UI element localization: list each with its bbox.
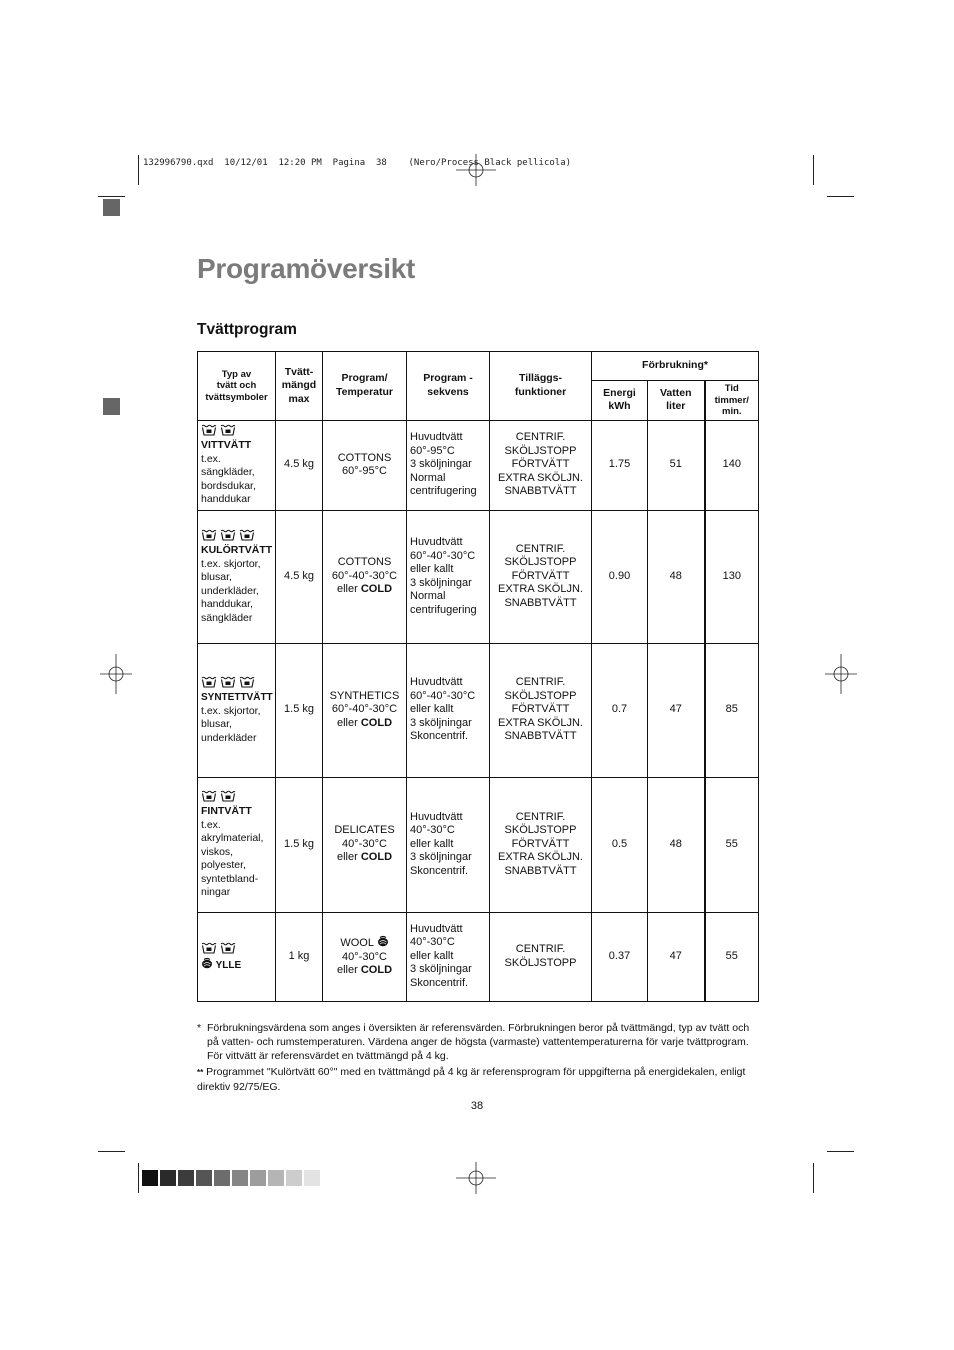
footnote-mark: *: [197, 1022, 202, 1034]
wash-tub-icon: [220, 529, 236, 541]
table-row: [198, 643, 759, 777]
crop-mark: [827, 196, 854, 197]
registration-mark-icon: [456, 1158, 496, 1198]
section-title: Tvättprogram: [197, 321, 297, 338]
sequence-cell: Huvudtvätt 40°-30°C eller kallt 3 sköljningar Skoncentrif.: [407, 777, 490, 912]
wash-tub-icon: [220, 676, 236, 688]
time-cell: 130: [705, 510, 759, 643]
wash-tub-icon: [201, 529, 217, 541]
header-sequence: Program - sekvens: [407, 352, 490, 421]
wash-symbols: [201, 528, 272, 542]
type-name: VITTVÄTT: [201, 439, 252, 452]
load-cell: 1 kg: [276, 912, 323, 1001]
extra-cell: CENTRIF. SKÖLJSTOPP FÖRTVÄTT EXTRA SKÖLJN. SNABBTVÄTT: [490, 510, 592, 643]
program-cold: COLD: [360, 851, 393, 864]
header-load: Tvätt- mängd max: [276, 352, 323, 421]
extra-cell: CENTRIF. SKÖLJSTOPP: [490, 912, 592, 1001]
header-type: Typ av tvätt och tvättsymboler: [198, 352, 276, 421]
header-consumption: Förbrukning*: [592, 352, 759, 381]
color-swatch: [286, 1170, 302, 1186]
color-swatch: [268, 1170, 284, 1186]
print-slug: 132996790.qxd 10/12/01 12:20 PM Pagina 38 (Nero/Process Black pellicola): [143, 158, 572, 168]
margin-tab-marker: [103, 199, 120, 216]
energy-cell: 0.37: [592, 912, 648, 1001]
program-cell: [323, 510, 407, 643]
color-swatch: [232, 1170, 248, 1186]
time-cell: 140: [705, 420, 759, 510]
type-name: KULÖRTVÄTT: [201, 544, 273, 556]
water-cell: 51: [648, 420, 705, 510]
wash-tub-icon: [201, 676, 217, 688]
type-cell: [198, 643, 276, 777]
table-row: [198, 420, 759, 510]
header-program: Program/ Temperatur: [323, 352, 407, 421]
time-cell: 85: [705, 643, 759, 777]
extra-cell: CENTRIF. SKÖLJSTOPP FÖRTVÄTT EXTRA SKÖLJN. SNABBTVÄTT: [490, 420, 592, 510]
program-text: SYNTHETICS 60°-40°-30°C eller: [329, 689, 400, 729]
type-description: t.ex. skjortor, blusar, underkläder: [201, 704, 261, 744]
type-name: YLLE: [215, 959, 242, 971]
type-name-line: [201, 957, 272, 973]
table-row: [198, 510, 759, 643]
header-water: Vatten liter: [648, 381, 705, 421]
footnote-text: Programmet "Kulörtvätt 60°" med en tvättmängd på 4 kg är referensprogram för uppgifterna på energidekalen, enligt direktiv 92/75/EG.: [197, 1066, 746, 1093]
color-swatch: [142, 1170, 158, 1186]
type-cell: [198, 420, 276, 510]
type-cell: [198, 510, 276, 643]
color-swatch: [178, 1170, 194, 1186]
footnote-mark: **: [197, 1068, 204, 1077]
load-cell: 1.5 kg: [276, 777, 323, 912]
extra-cell: CENTRIF. SKÖLJSTOPP FÖRTVÄTT EXTRA SKÖLJN. SNABBTVÄTT: [490, 777, 592, 912]
energy-cell: 0.5: [592, 777, 648, 912]
crop-mark: [98, 196, 125, 197]
wash-symbols: [201, 423, 272, 437]
load-cell: 4.5 kg: [276, 510, 323, 643]
wash-tub-icon: [201, 424, 217, 436]
wash-tub-icon: [220, 790, 236, 802]
table-row: [198, 777, 759, 912]
wool-skein-icon: [377, 937, 389, 949]
sequence-cell: Huvudtvätt 60°-95°C 3 sköljningar Normal centrifugering: [407, 420, 490, 510]
type-description: t.ex. sängkläder, bordsdukar, handdukar: [201, 452, 256, 506]
sequence-cell: Huvudtvätt 60°-40°-30°C eller kallt 3 sköljningar Normal centrifugering: [407, 510, 490, 643]
footnote-text: Förbrukningsvärdena som anges i översikten är referensvärden. Förbrukningen beror på tvättmängd, typ av tvätt och på vatten- och rumstemperaturen. Värdena anger de högsta (varmaste) vattentemperaturerna för varje tvättprogram. För vittvätt är referensvärdet en tvättmängd på 4 kg.: [207, 1022, 750, 1062]
program-cell: [323, 912, 407, 1001]
type-description: t.ex. skjortor, blusar, underkläder, handdukar, sängkläder: [201, 557, 261, 624]
water-cell: 47: [648, 912, 705, 1001]
color-swatch: [250, 1170, 266, 1186]
color-swatch: [214, 1170, 230, 1186]
color-swatch: [304, 1170, 320, 1186]
crop-mark: [813, 155, 814, 185]
footnote-2: [197, 1065, 762, 1094]
page-title: Programöversikt: [197, 253, 416, 284]
wash-tub-icon: [220, 424, 236, 436]
load-cell: 4.5 kg: [276, 420, 323, 510]
energy-cell: 0.90: [592, 510, 648, 643]
page-number: 38: [470, 1100, 484, 1112]
type-name: SYNTETTVÄTT: [201, 692, 273, 703]
wash-tub-icon: [201, 790, 217, 802]
water-cell: 47: [648, 643, 705, 777]
wash-symbols: [201, 675, 272, 689]
wash-tub-icon: [239, 529, 255, 541]
program-text: COTTONS 60°-95°C: [337, 451, 392, 477]
time-cell: 55: [705, 912, 759, 1001]
time-cell: 55: [705, 777, 759, 912]
energy-cell: 0.7: [592, 643, 648, 777]
wash-tub-icon: [239, 676, 255, 688]
water-cell: 48: [648, 510, 705, 643]
energy-cell: 1.75: [592, 420, 648, 510]
program-text: COTTONS 60°-40°-30°C eller: [331, 556, 398, 596]
program-cold: COLD: [360, 583, 393, 596]
load-cell: 1.5 kg: [276, 643, 323, 777]
table-row: [198, 912, 759, 1001]
color-swatch: [160, 1170, 176, 1186]
registration-mark-icon: [821, 654, 861, 694]
program-cell: [323, 777, 407, 912]
color-swatch: [196, 1170, 212, 1186]
wool-skein-icon: [201, 960, 213, 971]
program-wool: WOOL: [340, 937, 374, 950]
type-cell: [198, 777, 276, 912]
registration-mark-icon: [96, 654, 136, 694]
sequence-cell: Huvudtvätt 60°-40°-30°C eller kallt 3 sköljningar Skoncentrif.: [407, 643, 490, 777]
type-cell: [198, 912, 276, 1001]
program-cell: [323, 420, 407, 510]
program-table: [197, 351, 759, 1002]
type-name: FINTVÄTT: [201, 805, 252, 818]
crop-mark: [98, 1151, 125, 1152]
program-text: DELICATES 40°-30°C eller: [334, 824, 395, 864]
extra-cell: CENTRIF. SKÖLJSTOPP FÖRTVÄTT EXTRA SKÖLJN. SNABBTVÄTT: [490, 643, 592, 777]
program-text: 40°-30°C eller: [336, 950, 387, 977]
crop-mark: [813, 1163, 814, 1193]
program-cold: COLD: [360, 716, 393, 729]
registration-mark-icon: [456, 150, 496, 190]
wash-symbols: [201, 789, 272, 803]
program-cell: [323, 643, 407, 777]
footnote-1: [197, 1021, 762, 1063]
wash-symbols: [201, 941, 272, 955]
sequence-cell: Huvudtvätt 40°-30°C eller kallt 3 sköljningar Skoncentrif.: [407, 912, 490, 1001]
water-cell: 48: [648, 777, 705, 912]
margin-tab-marker: [103, 398, 120, 415]
program-cold: COLD: [360, 964, 393, 977]
header-time: Tid timmer/ min.: [705, 381, 759, 421]
type-description: t.ex. akrylmaterial, viskos, polyester, syntetbland- ningar: [201, 818, 264, 899]
wash-tub-icon: [220, 942, 236, 954]
header-energy: Energi kWh: [592, 381, 648, 421]
wash-tub-icon: [201, 942, 217, 954]
crop-mark: [138, 155, 139, 185]
header-extra: Tilläggs- funktioner: [490, 352, 592, 421]
crop-mark: [827, 1151, 854, 1152]
crop-mark: [138, 1163, 139, 1193]
